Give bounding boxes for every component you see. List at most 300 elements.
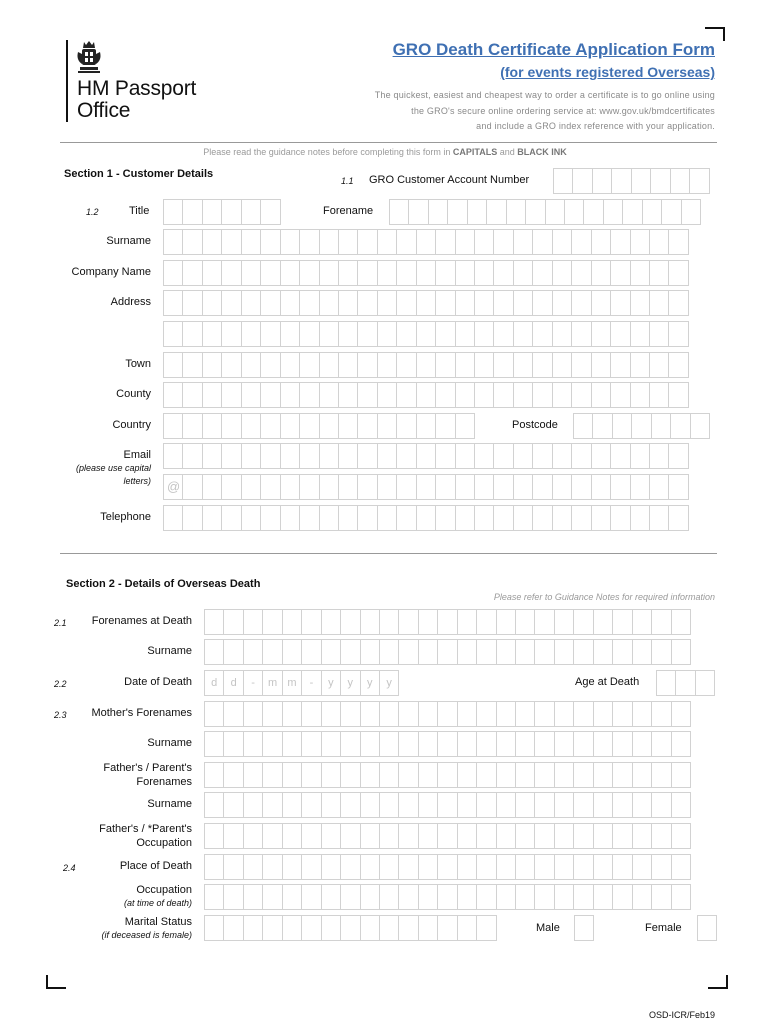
character-box[interactable] <box>437 823 457 849</box>
character-box[interactable] <box>319 382 339 408</box>
character-box[interactable] <box>671 701 691 727</box>
character-box[interactable] <box>163 413 183 439</box>
character-box[interactable] <box>202 290 222 316</box>
character-box[interactable] <box>591 290 611 316</box>
character-box[interactable] <box>630 290 650 316</box>
fathers-forenames-boxes[interactable] <box>204 762 690 788</box>
character-box[interactable] <box>612 639 632 665</box>
character-box[interactable] <box>573 731 593 757</box>
character-box[interactable] <box>223 731 243 757</box>
character-box[interactable] <box>340 792 360 818</box>
character-box[interactable] <box>321 639 341 665</box>
character-box[interactable] <box>612 792 632 818</box>
character-box[interactable] <box>398 701 418 727</box>
character-box[interactable] <box>474 260 494 286</box>
character-box[interactable] <box>204 915 224 941</box>
character-box[interactable] <box>396 443 416 469</box>
character-box[interactable] <box>437 854 457 880</box>
character-box[interactable] <box>260 443 280 469</box>
character-box[interactable] <box>357 260 377 286</box>
character-box[interactable] <box>282 609 302 635</box>
character-box[interactable] <box>262 823 282 849</box>
character-box[interactable] <box>572 168 592 194</box>
character-box[interactable] <box>493 443 513 469</box>
character-box[interactable] <box>163 290 183 316</box>
character-box[interactable] <box>163 352 183 378</box>
character-box[interactable] <box>416 505 436 531</box>
character-box[interactable] <box>593 792 613 818</box>
character-box[interactable] <box>476 639 496 665</box>
character-box[interactable] <box>496 762 516 788</box>
character-box[interactable] <box>379 884 399 910</box>
character-box[interactable] <box>573 792 593 818</box>
character-box[interactable]: y <box>340 670 360 696</box>
character-box[interactable] <box>532 352 552 378</box>
character-box[interactable] <box>651 639 671 665</box>
character-box[interactable] <box>301 701 321 727</box>
character-box[interactable] <box>223 792 243 818</box>
character-box[interactable] <box>319 505 339 531</box>
character-box[interactable] <box>583 199 603 225</box>
mothers-forenames-boxes[interactable] <box>204 701 690 727</box>
character-box[interactable] <box>610 260 630 286</box>
character-box[interactable] <box>612 413 632 439</box>
character-box[interactable] <box>493 352 513 378</box>
character-box[interactable] <box>513 505 533 531</box>
character-box[interactable] <box>396 474 416 500</box>
character-box[interactable] <box>534 701 554 727</box>
character-box[interactable]: y <box>379 670 399 696</box>
character-box[interactable] <box>221 260 241 286</box>
character-box[interactable] <box>593 701 613 727</box>
character-box[interactable] <box>280 443 300 469</box>
character-box[interactable] <box>416 290 436 316</box>
character-box[interactable] <box>260 474 280 500</box>
character-box[interactable] <box>396 352 416 378</box>
character-box[interactable] <box>319 229 339 255</box>
character-box[interactable] <box>571 474 591 500</box>
character-box[interactable] <box>631 413 651 439</box>
character-box[interactable] <box>340 884 360 910</box>
character-box[interactable] <box>435 505 455 531</box>
character-box[interactable] <box>379 762 399 788</box>
character-box[interactable] <box>301 731 321 757</box>
character-box[interactable] <box>221 505 241 531</box>
character-box[interactable] <box>476 915 496 941</box>
character-box[interactable] <box>260 413 280 439</box>
company-boxes[interactable] <box>163 260 688 286</box>
character-box[interactable] <box>182 290 202 316</box>
character-box[interactable] <box>630 382 650 408</box>
character-box[interactable] <box>260 382 280 408</box>
character-box[interactable] <box>202 260 222 286</box>
character-box[interactable] <box>670 413 690 439</box>
character-box[interactable] <box>321 915 341 941</box>
character-box[interactable] <box>435 382 455 408</box>
character-box[interactable] <box>182 382 202 408</box>
character-box[interactable] <box>282 915 302 941</box>
character-box[interactable] <box>651 701 671 727</box>
character-box[interactable] <box>202 199 222 225</box>
character-box[interactable] <box>457 792 477 818</box>
character-box[interactable] <box>340 731 360 757</box>
character-box[interactable] <box>554 609 574 635</box>
character-box[interactable] <box>513 290 533 316</box>
character-box[interactable] <box>493 260 513 286</box>
character-box[interactable] <box>396 382 416 408</box>
character-box[interactable] <box>670 168 690 194</box>
character-box[interactable] <box>202 382 222 408</box>
marital-status-boxes[interactable] <box>204 915 496 941</box>
character-box[interactable] <box>360 792 380 818</box>
character-box[interactable] <box>418 823 438 849</box>
character-box[interactable] <box>689 168 709 194</box>
character-box[interactable] <box>340 639 360 665</box>
character-box[interactable] <box>474 443 494 469</box>
character-box[interactable] <box>338 474 358 500</box>
character-box[interactable] <box>610 505 630 531</box>
character-box[interactable] <box>455 321 475 347</box>
character-box[interactable] <box>321 609 341 635</box>
character-box[interactable] <box>506 199 526 225</box>
character-box[interactable] <box>282 701 302 727</box>
character-box[interactable] <box>496 639 516 665</box>
character-box[interactable] <box>437 792 457 818</box>
character-box[interactable] <box>496 731 516 757</box>
character-box[interactable] <box>319 474 339 500</box>
character-box[interactable] <box>260 290 280 316</box>
character-box[interactable] <box>282 823 302 849</box>
telephone-boxes[interactable] <box>163 505 688 531</box>
date-of-death-boxes[interactable] <box>204 670 398 696</box>
character-box[interactable] <box>592 413 612 439</box>
character-box[interactable] <box>649 229 669 255</box>
character-box[interactable] <box>593 609 613 635</box>
character-box[interactable] <box>571 321 591 347</box>
character-box[interactable] <box>552 229 572 255</box>
character-box[interactable] <box>379 731 399 757</box>
character-box[interactable] <box>223 701 243 727</box>
character-box[interactable] <box>319 321 339 347</box>
character-box[interactable] <box>593 731 613 757</box>
character-box[interactable] <box>668 229 688 255</box>
character-box[interactable] <box>299 413 319 439</box>
character-box[interactable] <box>496 884 516 910</box>
character-box[interactable] <box>338 505 358 531</box>
character-box[interactable] <box>204 823 224 849</box>
character-box[interactable] <box>416 260 436 286</box>
character-box[interactable] <box>612 762 632 788</box>
character-box[interactable] <box>632 854 652 880</box>
character-box[interactable] <box>632 884 652 910</box>
character-box[interactable] <box>552 443 572 469</box>
character-box[interactable] <box>416 474 436 500</box>
character-box[interactable] <box>552 321 572 347</box>
character-box[interactable] <box>396 229 416 255</box>
character-box[interactable] <box>418 792 438 818</box>
character-box[interactable] <box>223 762 243 788</box>
character-box[interactable] <box>632 701 652 727</box>
character-box[interactable] <box>493 321 513 347</box>
character-box[interactable] <box>651 823 671 849</box>
character-box[interactable] <box>554 701 574 727</box>
character-box[interactable] <box>552 290 572 316</box>
character-box[interactable] <box>398 915 418 941</box>
character-box[interactable] <box>534 823 554 849</box>
character-box[interactable] <box>513 443 533 469</box>
character-box[interactable] <box>571 229 591 255</box>
forename-boxes[interactable] <box>389 199 700 225</box>
character-box[interactable] <box>243 823 263 849</box>
character-box[interactable] <box>241 443 261 469</box>
female-checkbox[interactable] <box>697 915 716 941</box>
character-box[interactable] <box>301 915 321 941</box>
character-box[interactable] <box>668 260 688 286</box>
character-box[interactable] <box>457 915 477 941</box>
address-line2-boxes[interactable] <box>163 321 688 347</box>
character-box[interactable] <box>632 731 652 757</box>
character-box[interactable] <box>534 731 554 757</box>
occupation-boxes[interactable] <box>204 884 690 910</box>
character-box[interactable] <box>532 321 552 347</box>
character-box[interactable] <box>299 505 319 531</box>
character-box[interactable] <box>571 290 591 316</box>
character-box[interactable] <box>571 352 591 378</box>
character-box[interactable] <box>379 609 399 635</box>
character-box[interactable] <box>610 229 630 255</box>
character-box[interactable] <box>396 413 416 439</box>
character-box[interactable] <box>496 854 516 880</box>
character-box[interactable] <box>476 609 496 635</box>
character-box[interactable] <box>661 199 681 225</box>
character-box[interactable] <box>319 260 339 286</box>
character-box[interactable] <box>221 290 241 316</box>
character-box[interactable] <box>338 260 358 286</box>
character-box[interactable] <box>360 701 380 727</box>
character-box[interactable] <box>457 823 477 849</box>
character-box[interactable] <box>435 443 455 469</box>
character-box[interactable] <box>612 731 632 757</box>
character-box[interactable] <box>377 413 397 439</box>
character-box[interactable] <box>204 609 224 635</box>
character-box[interactable] <box>262 609 282 635</box>
character-box[interactable] <box>474 321 494 347</box>
character-box[interactable] <box>467 199 487 225</box>
character-box[interactable] <box>299 443 319 469</box>
character-box[interactable] <box>163 382 183 408</box>
character-box[interactable] <box>398 762 418 788</box>
character-box[interactable] <box>474 474 494 500</box>
character-box[interactable] <box>651 854 671 880</box>
character-box[interactable] <box>398 792 418 818</box>
character-box[interactable] <box>668 505 688 531</box>
character-box[interactable] <box>321 762 341 788</box>
character-box[interactable] <box>593 762 613 788</box>
character-box[interactable] <box>241 413 261 439</box>
place-of-death-boxes[interactable] <box>204 854 690 880</box>
character-box[interactable] <box>493 290 513 316</box>
character-box[interactable] <box>262 884 282 910</box>
character-box[interactable] <box>357 474 377 500</box>
character-box[interactable] <box>418 884 438 910</box>
character-box[interactable] <box>202 352 222 378</box>
character-box[interactable] <box>476 884 496 910</box>
character-box[interactable] <box>340 823 360 849</box>
character-box[interactable] <box>262 639 282 665</box>
character-box[interactable] <box>668 443 688 469</box>
character-box[interactable] <box>357 321 377 347</box>
character-box[interactable] <box>301 609 321 635</box>
character-box[interactable] <box>591 260 611 286</box>
character-box[interactable] <box>241 474 261 500</box>
character-box[interactable] <box>163 321 183 347</box>
character-box[interactable] <box>632 823 652 849</box>
character-box[interactable] <box>357 229 377 255</box>
character-box[interactable] <box>202 321 222 347</box>
character-box[interactable] <box>610 290 630 316</box>
character-box[interactable] <box>650 168 670 194</box>
character-box[interactable] <box>571 443 591 469</box>
character-box[interactable] <box>319 290 339 316</box>
character-box[interactable] <box>532 229 552 255</box>
character-box[interactable] <box>360 762 380 788</box>
character-box[interactable] <box>396 290 416 316</box>
character-box[interactable] <box>241 260 261 286</box>
character-box[interactable] <box>476 731 496 757</box>
country-boxes[interactable] <box>163 413 474 439</box>
character-box[interactable] <box>651 609 671 635</box>
character-box[interactable] <box>377 229 397 255</box>
character-box[interactable] <box>435 290 455 316</box>
character-box[interactable] <box>493 474 513 500</box>
character-box[interactable] <box>223 854 243 880</box>
character-box[interactable] <box>671 792 691 818</box>
character-box[interactable] <box>408 199 428 225</box>
character-box[interactable] <box>668 321 688 347</box>
character-box[interactable] <box>241 321 261 347</box>
character-box[interactable] <box>476 762 496 788</box>
character-box[interactable] <box>340 915 360 941</box>
character-box[interactable] <box>493 229 513 255</box>
character-box[interactable] <box>357 290 377 316</box>
character-box[interactable] <box>515 792 535 818</box>
character-box[interactable] <box>573 701 593 727</box>
character-box[interactable] <box>377 260 397 286</box>
character-box[interactable] <box>182 505 202 531</box>
character-box[interactable] <box>554 731 574 757</box>
character-box[interactable] <box>457 884 477 910</box>
character-box[interactable] <box>534 854 554 880</box>
character-box[interactable] <box>496 701 516 727</box>
character-box[interactable]: d <box>223 670 243 696</box>
character-box[interactable] <box>340 854 360 880</box>
character-box[interactable] <box>360 915 380 941</box>
character-box[interactable] <box>552 352 572 378</box>
character-box[interactable] <box>299 290 319 316</box>
character-box[interactable] <box>301 884 321 910</box>
character-box[interactable] <box>379 701 399 727</box>
character-box[interactable] <box>280 352 300 378</box>
character-box[interactable] <box>455 260 475 286</box>
character-box[interactable] <box>182 321 202 347</box>
character-box[interactable] <box>163 229 183 255</box>
character-box[interactable] <box>591 382 611 408</box>
character-box[interactable] <box>457 731 477 757</box>
character-box[interactable] <box>573 854 593 880</box>
character-box[interactable] <box>571 505 591 531</box>
character-box[interactable] <box>202 443 222 469</box>
character-box[interactable] <box>476 701 496 727</box>
character-box[interactable] <box>398 639 418 665</box>
character-box[interactable] <box>163 260 183 286</box>
character-box[interactable] <box>554 792 574 818</box>
character-box[interactable] <box>671 609 691 635</box>
character-box[interactable] <box>515 854 535 880</box>
character-box[interactable] <box>338 229 358 255</box>
character-box[interactable] <box>671 854 691 880</box>
fathers-occupation-boxes[interactable] <box>204 823 690 849</box>
character-box[interactable] <box>612 854 632 880</box>
character-box[interactable] <box>437 639 457 665</box>
male-checkbox[interactable] <box>574 915 593 941</box>
character-box[interactable] <box>474 229 494 255</box>
title-boxes[interactable] <box>163 199 280 225</box>
character-box[interactable] <box>357 382 377 408</box>
character-box[interactable] <box>649 352 669 378</box>
character-box[interactable] <box>632 609 652 635</box>
character-box[interactable] <box>532 443 552 469</box>
character-box[interactable] <box>299 321 319 347</box>
character-box[interactable] <box>319 352 339 378</box>
character-box[interactable] <box>630 352 650 378</box>
character-box[interactable] <box>437 701 457 727</box>
character-box[interactable] <box>377 321 397 347</box>
character-box[interactable] <box>593 854 613 880</box>
character-box[interactable] <box>396 321 416 347</box>
character-box[interactable] <box>379 854 399 880</box>
town-boxes[interactable] <box>163 352 688 378</box>
character-box[interactable] <box>591 505 611 531</box>
character-box[interactable] <box>416 321 436 347</box>
character-box[interactable] <box>282 854 302 880</box>
character-box[interactable] <box>493 382 513 408</box>
character-box[interactable] <box>280 382 300 408</box>
character-box[interactable] <box>221 352 241 378</box>
character-box[interactable] <box>377 474 397 500</box>
character-box[interactable] <box>282 639 302 665</box>
character-box[interactable] <box>632 792 652 818</box>
character-box[interactable] <box>675 670 695 696</box>
character-box[interactable] <box>163 199 183 225</box>
character-box[interactable] <box>455 443 475 469</box>
character-box[interactable] <box>340 701 360 727</box>
character-box[interactable] <box>163 443 183 469</box>
character-box[interactable] <box>299 474 319 500</box>
character-box[interactable] <box>437 731 457 757</box>
character-box[interactable] <box>360 854 380 880</box>
character-box[interactable] <box>455 229 475 255</box>
character-box[interactable] <box>260 505 280 531</box>
character-box[interactable] <box>163 505 183 531</box>
character-box[interactable] <box>280 229 300 255</box>
character-box[interactable] <box>182 260 202 286</box>
character-box[interactable] <box>202 413 222 439</box>
character-box[interactable] <box>610 474 630 500</box>
character-box[interactable] <box>418 854 438 880</box>
character-box[interactable] <box>204 792 224 818</box>
character-box[interactable] <box>651 731 671 757</box>
character-box[interactable] <box>262 792 282 818</box>
